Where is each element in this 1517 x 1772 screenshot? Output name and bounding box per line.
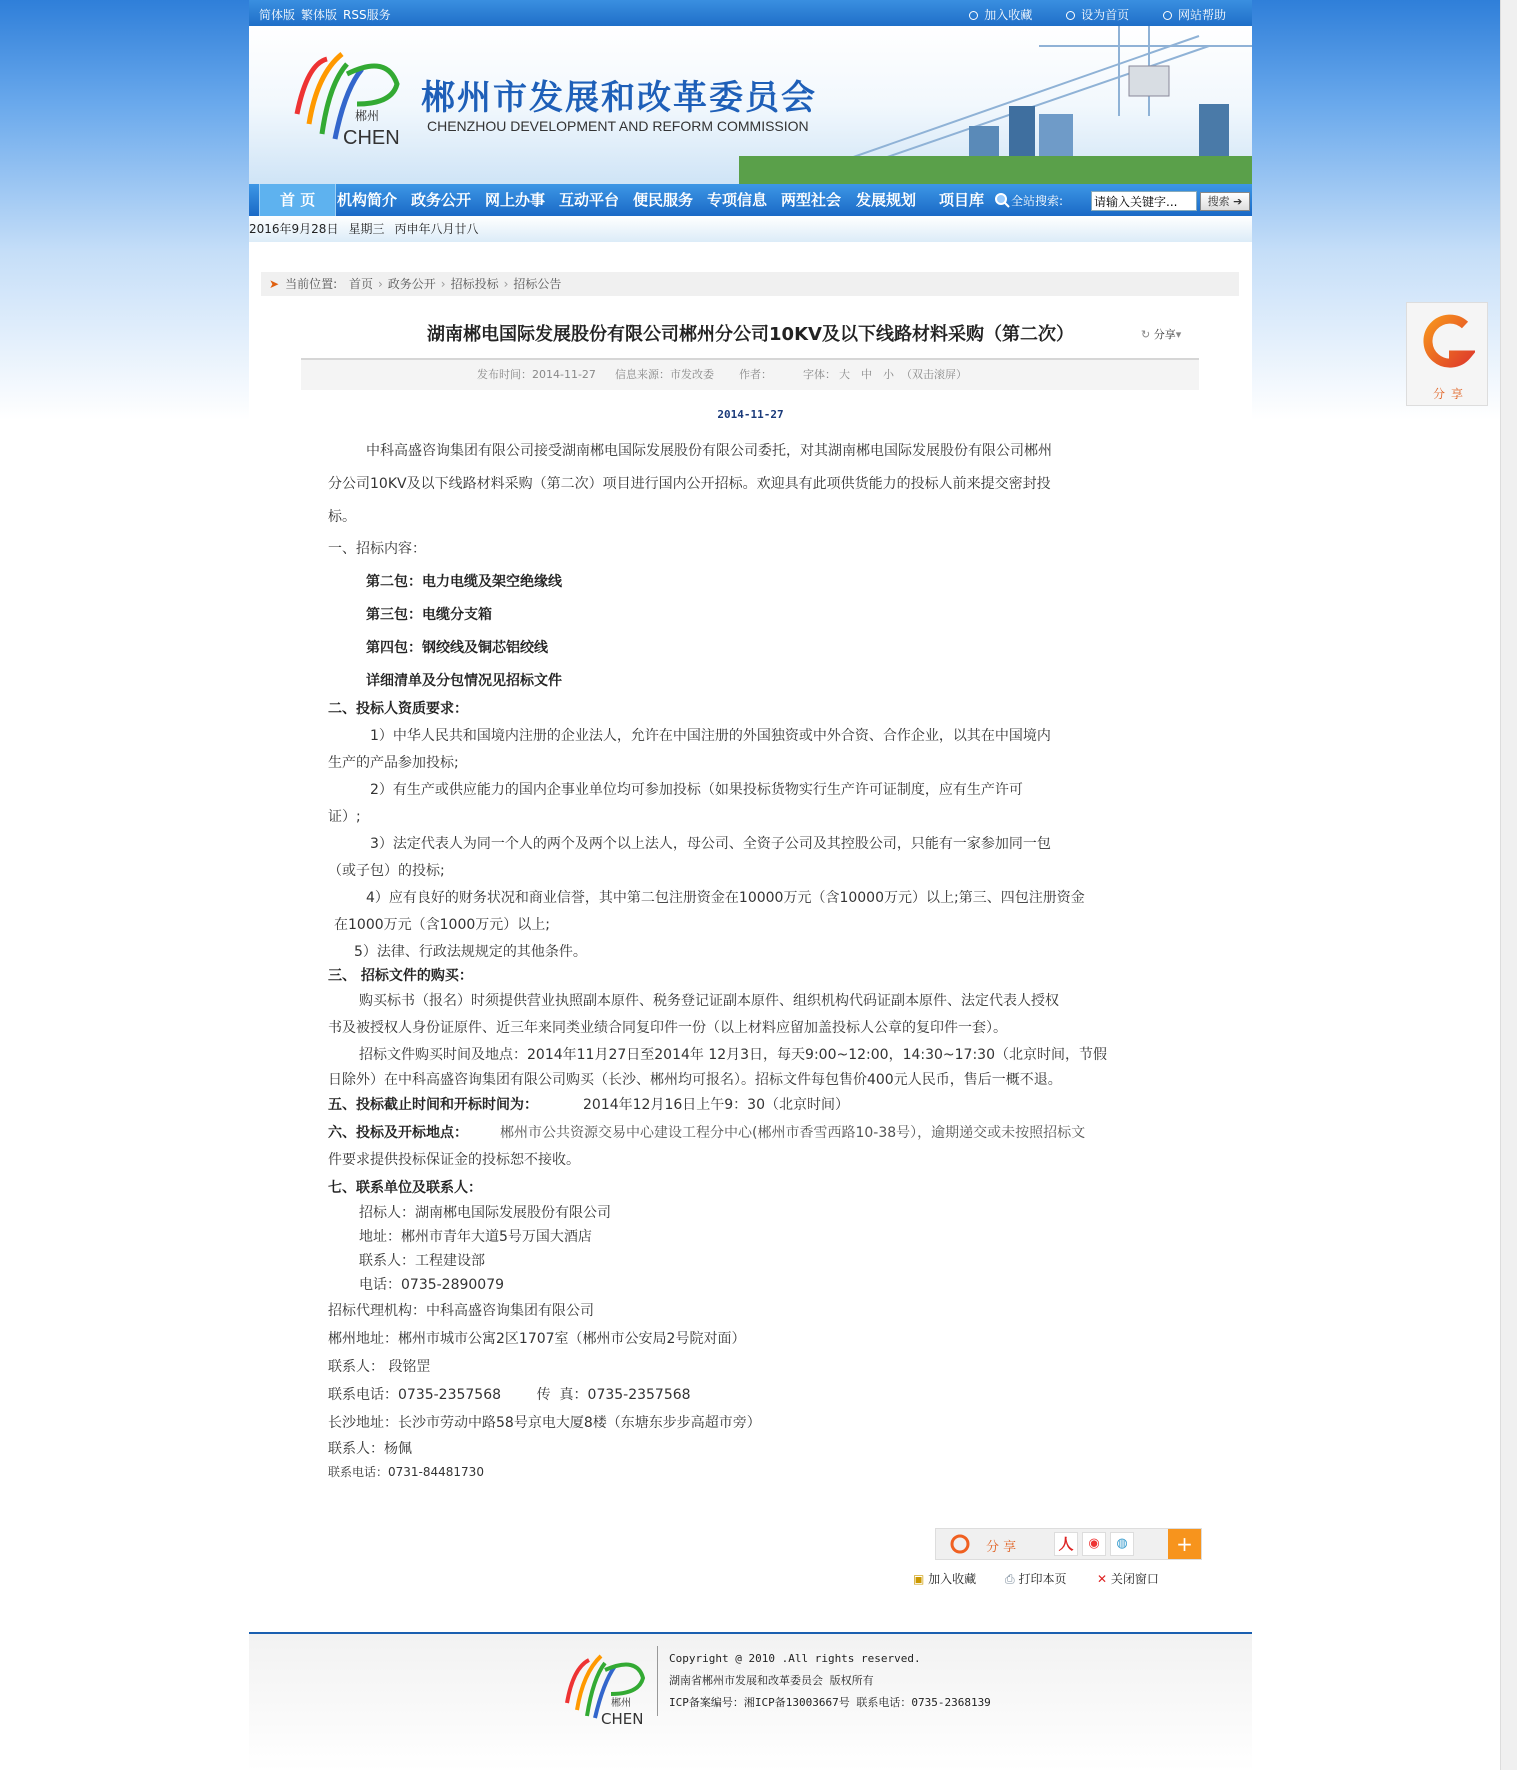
nav-development-plan[interactable]: 发展规划 <box>856 191 917 209</box>
print-tool[interactable] <box>1005 1570 1066 1587</box>
contact-line: 招标人：湖南郴电国际发展股份有限公司 <box>359 1205 611 1221</box>
close-window-tool[interactable] <box>1097 1570 1159 1587</box>
nav-about[interactable]: 机构简介 <box>337 191 398 209</box>
paragraph: 2014年12月16日上午9：30（北京时间） <box>583 1097 849 1113</box>
add-favorite-tool[interactable] <box>913 1570 976 1587</box>
share-logo-icon <box>1419 311 1475 377</box>
nav-two-type-society[interactable]: 两型社会 <box>781 191 842 209</box>
breadcrumb <box>261 272 1239 296</box>
paragraph: 生产的产品参加投标; <box>328 755 459 771</box>
nav-special-info[interactable]: 专项信息 <box>707 191 768 209</box>
search-label: 全站搜索: <box>1011 194 1064 208</box>
publish-time: 发布时间：2014-11-27 <box>477 368 596 381</box>
chevron-right-icon: › <box>440 277 446 291</box>
paragraph: 3）法定代表人为同一个人的两个及两个以上法人，母公司、全资子公司及其控股公司，只能有一家参加同一包 <box>370 836 1051 852</box>
package-item: 第四包：钢绞线及铜芯铝绞线 <box>366 640 548 656</box>
paragraph: 招标文件购买时间及地点：2014年11月27日至2014年 12月3日，每天9:00~12:00，14:30~17:30（北京时间，节假 <box>359 1047 1107 1063</box>
breadcrumb-home[interactable]: 首页 <box>348 277 373 291</box>
paragraph: 1）中华人民共和国境内注册的企业法人，允许在中国注册的外国独资或中外合资、合作企业，以其在中国境内 <box>370 728 1051 744</box>
footer-divider <box>657 1646 658 1716</box>
weibo-icon[interactable]: ◉ <box>1082 1532 1106 1556</box>
font-size-large[interactable]: 大 <box>839 368 850 381</box>
paragraph: 标。 <box>328 509 356 525</box>
section-heading: 二、投标人资质要求： <box>328 701 468 717</box>
paragraph: 日除外）在中科高盛咨询集团有限公司购买（长沙、郴州均可报名）。招标文件每包售价400元人民币，售后一概不退。 <box>328 1072 1062 1088</box>
section-heading: 三、 招标文件的购买： <box>328 968 473 984</box>
site-subtitle: CHENZHOU DEVELOPMENT AND REFORM COMMISSION <box>427 118 809 134</box>
main-nav <box>249 184 1252 216</box>
nav-home[interactable]: 首 页 <box>259 184 336 216</box>
lunar-date: 丙申年八月廿八 <box>394 222 479 236</box>
author: 作者： <box>739 368 772 381</box>
paragraph: 4）应有良好的财务状况和商业信誉，其中第二包注册资金在10000万元（含10000万元）以上;第三、四包注册资金 <box>366 890 1085 906</box>
paragraph: 2）有生产或供应能力的国内企事业单位均可参加投标（如果投标货物实行生产许可证制度，应有生产许可 <box>370 782 1023 798</box>
nav-project-library[interactable]: 项目库 <box>939 191 985 209</box>
close-window-tool-label: 关闭窗口 <box>1110 1572 1159 1586</box>
icp-info: ICP备案编号：湘ICP备13003667号 联系电话：0735-2368139 <box>669 1696 991 1709</box>
nav-online-service[interactable]: 网上办事 <box>485 191 546 209</box>
scroll-hint: （双击滚屏） <box>901 368 967 381</box>
search-input[interactable] <box>1091 191 1197 211</box>
paragraph: 证）; <box>328 809 361 825</box>
share-small-label: 分享 <box>1153 328 1176 341</box>
share-logo-icon[interactable] <box>950 1534 970 1554</box>
paragraph: 郴州市公共资源交易中心建设工程分中心(郴州市香雪西路10-38号），逾期递交或未按照招标文 <box>500 1125 1086 1141</box>
font-size-small[interactable]: 小 <box>883 368 894 381</box>
breadcrumb-gov-affairs[interactable]: 政务公开 <box>387 277 436 291</box>
arrow-right-icon: ➔ <box>1233 195 1243 208</box>
package-item: 第三包：电缆分支箱 <box>366 607 492 623</box>
search-button[interactable] <box>1200 192 1250 211</box>
current-date: 2016年9月28日 <box>249 222 339 236</box>
star-folder-icon: ▣ <box>913 1572 925 1586</box>
contact-line: 郴州地址：郴州市城市公寓2区1707室（郴州市公安局2号院对面） <box>328 1331 746 1347</box>
section-heading: 五、投标截止时间和开标时间为： <box>328 1097 538 1113</box>
footer-text <box>669 1648 991 1714</box>
help-label: 网站帮助 <box>1177 8 1226 22</box>
paragraph: 件要求提供投标保证金的投标恕不接收。 <box>328 1152 580 1168</box>
header-banner <box>249 26 1252 184</box>
contact-line: 联系人： 段铭罡 <box>328 1359 431 1375</box>
section-heading: 一、招标内容： <box>328 541 426 557</box>
traditional-link[interactable]: 繁体版 <box>301 8 338 22</box>
arrow-icon: ➤ <box>269 277 280 291</box>
contact-line: 联系电话：0731-84481730 <box>328 1465 484 1479</box>
site-title: 郴州市发展和改革委员会 <box>421 78 817 118</box>
article-meta <box>301 358 1199 390</box>
copyright-owner: 湖南省郴州市发展和改革委员会 版权所有 <box>669 1674 874 1687</box>
search-icon <box>993 191 1011 209</box>
contact-line: 电话：0735-2890079 <box>359 1277 505 1293</box>
renren-icon[interactable]: 人 <box>1054 1532 1078 1556</box>
article-title: 湖南郴电国际发展股份有限公司郴州分公司10KV及以下线路材料采购（第二次） <box>427 324 1074 345</box>
paragraph: 分公司10KV及以下线路材料采购（第二次）项目进行国内公开招标。欢迎具有此项供货能力的投标人前来提交密封投 <box>328 476 1051 492</box>
contact-line: 联系电话：0735-2357568 传 真：0735-2357568 <box>328 1387 691 1403</box>
paragraph: 书及被授权人身份证原件、近三年来同类业绩合同复印件一份（以上材料应留加盖投标人公章的复印件一套）。 <box>328 1020 1007 1036</box>
package-note: 详细清单及分包情况见招标文件 <box>366 673 562 689</box>
footer <box>249 1632 1252 1772</box>
set-homepage-label: 设为首页 <box>1081 8 1130 22</box>
contact-line: 联系人：工程建设部 <box>359 1253 485 1269</box>
logo-text-en: CHEN <box>343 127 400 149</box>
nav-public-service[interactable]: 便民服务 <box>633 191 694 209</box>
quick-links <box>939 6 1226 23</box>
font-size-medium[interactable]: 中 <box>861 368 872 381</box>
chevron-right-icon: › <box>377 277 383 291</box>
floating-share-widget[interactable] <box>1406 302 1488 406</box>
share-bar-label[interactable]: 分 享 <box>986 1540 1017 1555</box>
paragraph: 中科高盛咨询集团有限公司接受湖南郴电国际发展股份有限公司委托，对其湖南郴电国际发展股份有限公司郴州 <box>366 443 1052 459</box>
nav-gov-affairs[interactable]: 政务公开 <box>411 191 472 209</box>
simplified-link[interactable]: 简体版 <box>259 8 296 22</box>
top-strip <box>249 0 1252 26</box>
chevron-right-icon: › <box>503 277 509 291</box>
section-heading: 六、投标及开标地点： <box>328 1125 468 1141</box>
package-item: 第二包：电力电缆及架空绝缘线 <box>366 574 562 590</box>
language-links <box>259 6 397 23</box>
chevron-down-icon: ▾ <box>1175 328 1182 341</box>
paragraph: 在1000万元（含1000万元）以上; <box>334 917 550 933</box>
vertical-scrollbar[interactable] <box>1500 0 1517 1770</box>
print-tool-label: 打印本页 <box>1018 1572 1067 1586</box>
breadcrumb-bid-notice[interactable]: 招标公告 <box>513 277 562 291</box>
close-icon: ✕ <box>1097 1572 1108 1586</box>
section-heading: 七、联系单位及联系人： <box>328 1180 482 1196</box>
contact-line: 地址：郴州市青年大道5号万国大酒店 <box>359 1229 592 1245</box>
date-bar <box>249 216 1252 242</box>
nav-interaction[interactable]: 互动平台 <box>559 191 620 209</box>
contact-line: 长沙地址：长沙市劳动中路58号京电大厦8楼（东塘东步步高超市旁） <box>328 1415 761 1431</box>
printer-icon: ⎙ <box>1005 1572 1015 1586</box>
contact-line: 招标代理机构：中科高盛咨询集团有限公司 <box>328 1303 594 1319</box>
font-size-label: 字体： <box>803 368 836 381</box>
crane-skyline-graphic <box>739 26 1252 184</box>
share-dropdown[interactable] <box>1141 326 1181 342</box>
add-favorite-label: 加入收藏 <box>984 8 1033 22</box>
paragraph: （或子包）的投标; <box>328 863 445 879</box>
logo-text-cn: 郴州 <box>355 109 380 123</box>
breadcrumb-bidding[interactable]: 招标投标 <box>450 277 499 291</box>
paragraph: 购买标书（报名）时须提供营业执照副本原件、税务登记证副本原件、组织机构代码证副本原件、法定代表人授权 <box>359 993 1059 1009</box>
add-favorite-tool-label: 加入收藏 <box>928 1572 977 1586</box>
page-container <box>249 0 1252 1770</box>
rss-link[interactable]: RSS服务 <box>343 8 391 22</box>
circle-icon <box>969 11 978 20</box>
add-favorite-link[interactable] <box>969 8 1032 22</box>
chenzhou-logo[interactable] <box>287 44 407 154</box>
breadcrumb-label: 当前位置: <box>285 277 338 291</box>
footer-logo-text-cn: 郴州 <box>611 1698 631 1709</box>
footer-logo-text-en: CHEN <box>601 1710 644 1728</box>
info-source: 信息来源：市发改委 <box>615 368 714 381</box>
search-button-label: 搜索 <box>1207 195 1230 208</box>
current-weekday: 星期三 <box>348 222 385 236</box>
share-small-icon: ↻ <box>1141 328 1151 341</box>
footer-logo <box>559 1648 649 1728</box>
more-share-icon[interactable]: + <box>1168 1529 1201 1559</box>
circle-icon <box>1066 11 1075 20</box>
contact-line: 联系人：杨佩 <box>328 1441 412 1457</box>
paragraph: 5）法律、行政法规规定的其他条件。 <box>354 944 587 960</box>
share-bar <box>935 1528 1202 1560</box>
qq-weibo-icon[interactable]: ◍ <box>1110 1532 1134 1556</box>
help-link[interactable] <box>1163 8 1226 22</box>
circle-icon <box>1163 11 1172 20</box>
set-homepage-link[interactable] <box>1066 8 1129 22</box>
copyright: Copyright @ 2010 .All rights reserved. <box>669 1652 921 1665</box>
article-date: 2014-11-27 <box>717 408 784 421</box>
floating-share-label: 分享 <box>1433 387 1470 401</box>
